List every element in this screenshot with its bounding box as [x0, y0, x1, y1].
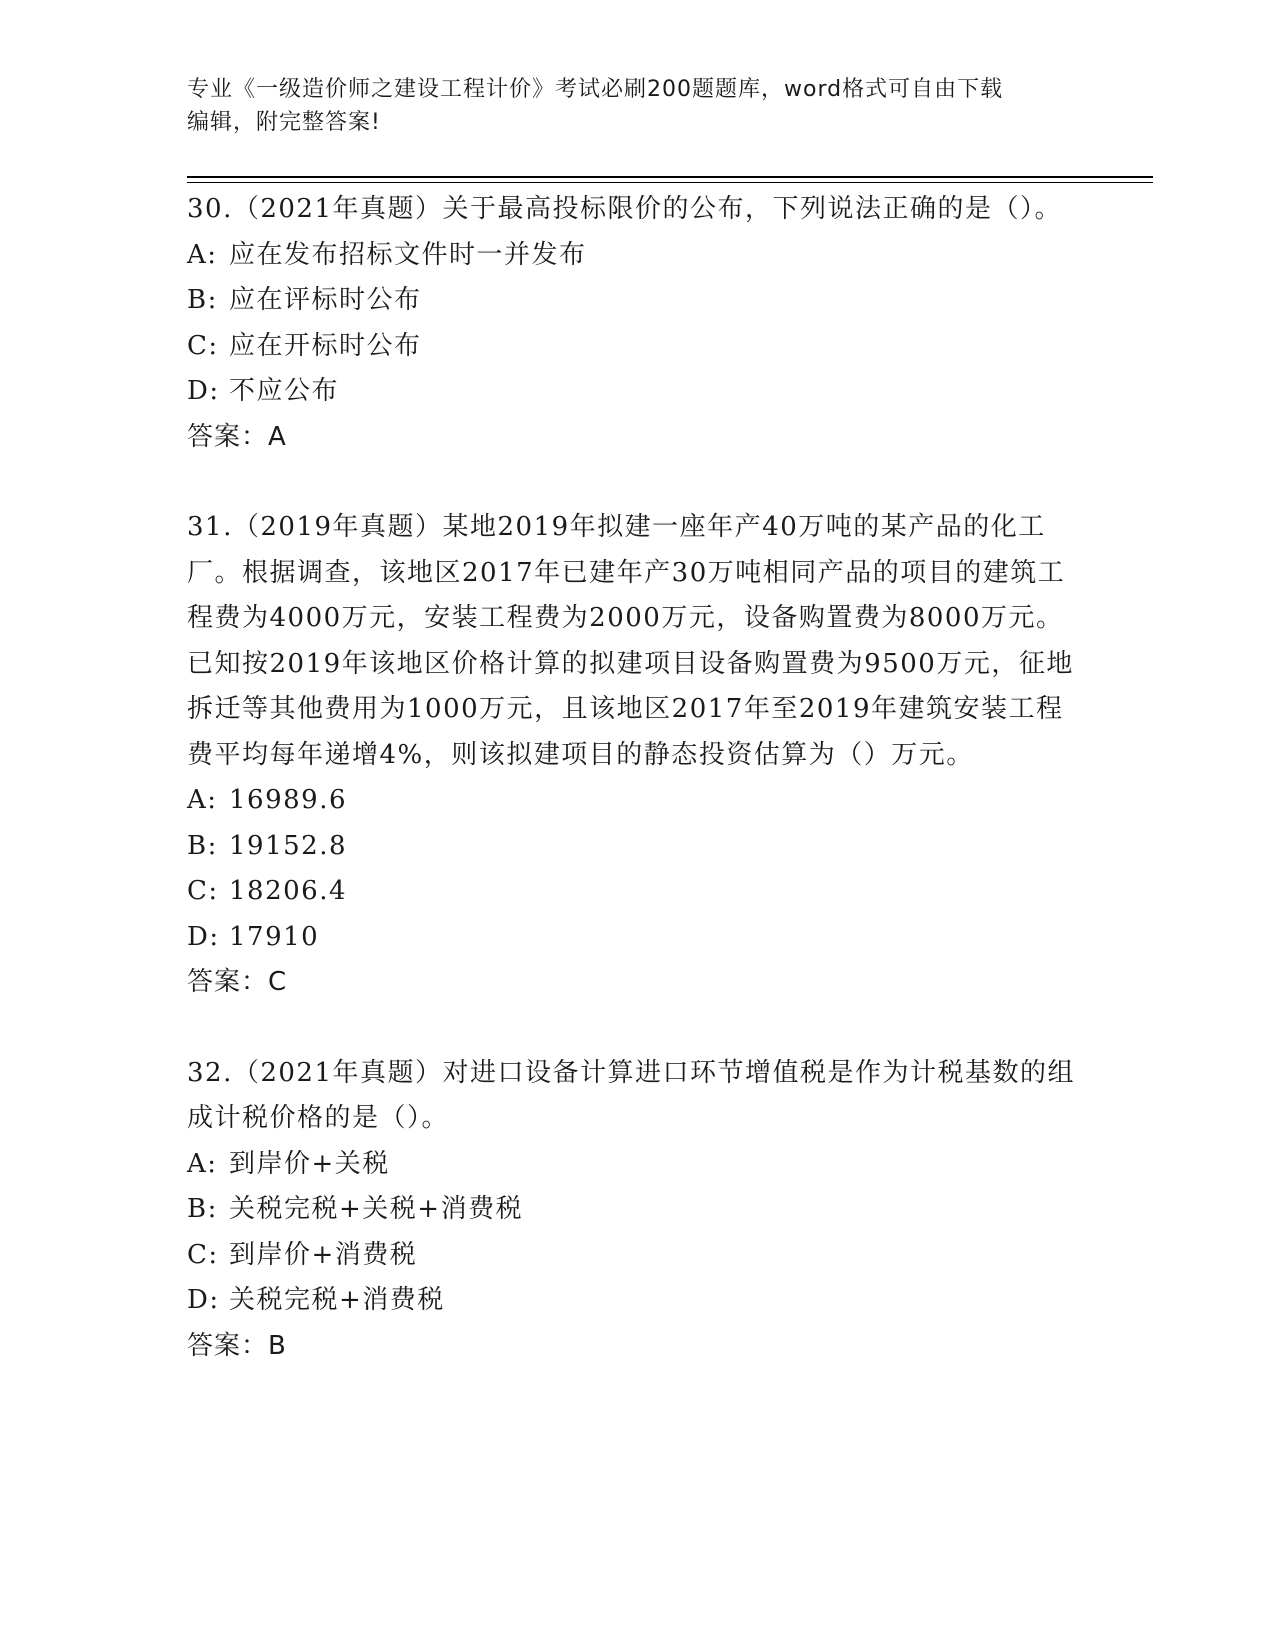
- question-gap: [187, 1006, 1087, 1051]
- option-key: A:: [187, 785, 218, 815]
- option-key: C:: [187, 876, 219, 906]
- option-key: C:: [187, 1239, 219, 1270]
- option-key: D:: [187, 1285, 220, 1315]
- option-a: [187, 233, 1087, 279]
- option-text: 到岸价+消费税: [229, 1239, 418, 1270]
- answer-line: 答案：B: [187, 1330, 287, 1361]
- option-a: [187, 778, 1087, 824]
- option-text: 应在评标时公布: [229, 285, 422, 315]
- question-gap: [187, 460, 1087, 505]
- option-text: 18206.4: [229, 876, 348, 906]
- question-stem: 30.（2021年真题）关于最高投标限价的公布，下列说法正确的是（）。: [187, 194, 1063, 224]
- answer-line: 答案：A: [187, 421, 287, 452]
- option-d: [187, 915, 1087, 961]
- header-line-2: 编辑，附完整答案!: [187, 110, 381, 135]
- header-rule-thin: [187, 182, 1153, 183]
- option-key: B:: [187, 285, 218, 315]
- header-rule-thick: [187, 176, 1153, 178]
- option-b: [187, 824, 1087, 870]
- option-a: [187, 1142, 1087, 1188]
- question-stem: 32.（2021年真题）对进口设备计算进口环节增值税是作为计税基数的组成计税价格的是（）。: [187, 1057, 1076, 1133]
- header-line-1: 专业《一级造价师之建设工程计价》考试必刷200题题库，word格式可自由下载: [187, 77, 1004, 102]
- option-text: 应在发布招标文件时一并发布: [229, 239, 587, 270]
- question-30: [187, 187, 1087, 460]
- option-text: 关税完税+关税+消费税: [229, 1194, 524, 1224]
- option-text: 到岸价+关税: [229, 1148, 390, 1179]
- option-c: [187, 324, 1087, 370]
- question-32: [187, 1051, 1087, 1370]
- option-c: [187, 1233, 1087, 1279]
- question-list: [187, 187, 1087, 1369]
- option-key: D:: [187, 376, 220, 406]
- option-key: A:: [187, 239, 218, 270]
- option-c: [187, 869, 1087, 915]
- option-text: 不应公布: [229, 376, 340, 406]
- option-b: [187, 1187, 1087, 1233]
- question-31: [187, 505, 1087, 1006]
- option-b: [187, 278, 1087, 324]
- option-text: 17910: [229, 921, 320, 952]
- question-stem: 31.（2019年真题）某地2019年拟建一座年产40万吨的某产品的化工厂。根据调查，该地区2017年已建年产30万吨相同产品的项目的建筑工程费为4000万元，安装工程费为2000万元，设备购置费为8000万元。已知按2019年该地区价格计算的拟建项目设备购置费为9500万元，征地拆迁等其他费用为1000万元，且该地区2017年至2019年建筑安装工程费平均每年递增4%，则该拟建项目的静态投资估算为（）万元。: [187, 512, 1074, 770]
- option-text: 19152.8: [229, 830, 348, 861]
- option-d: [187, 1278, 1087, 1324]
- option-key: B:: [187, 830, 218, 861]
- answer-line: 答案：C: [187, 967, 288, 997]
- option-text: 关税完税+消费税: [229, 1285, 445, 1315]
- option-key: D:: [187, 921, 220, 952]
- option-key: A:: [187, 1148, 218, 1179]
- option-text: 应在开标时公布: [229, 330, 422, 361]
- option-text: 16989.6: [229, 785, 348, 815]
- option-key: B:: [187, 1194, 218, 1224]
- document-header: [187, 73, 1067, 139]
- option-d: [187, 369, 1087, 415]
- option-key: C:: [187, 330, 219, 361]
